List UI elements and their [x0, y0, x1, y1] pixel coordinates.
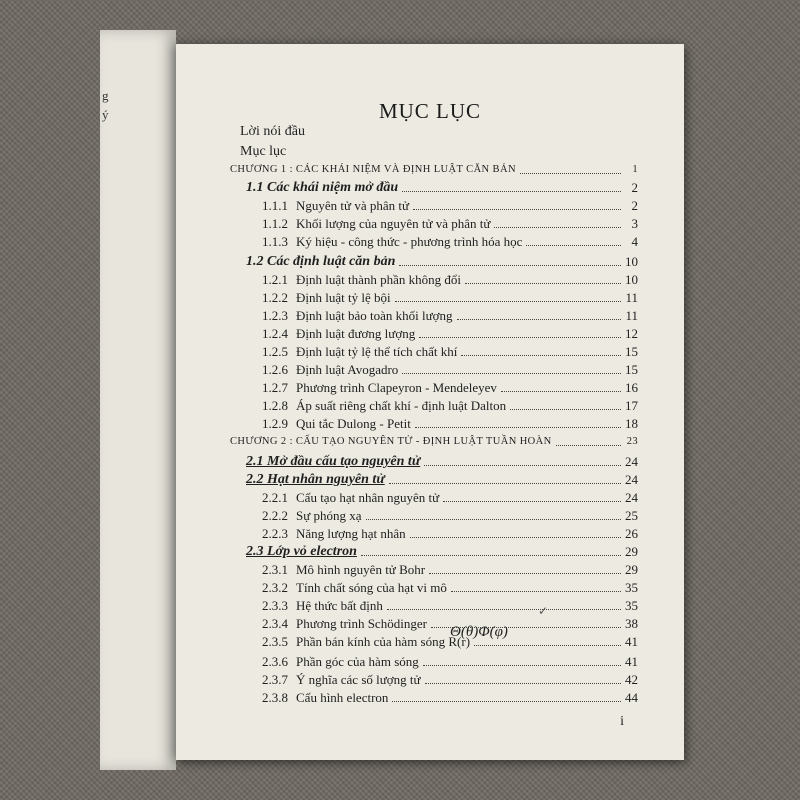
toc-item — [262, 526, 638, 542]
toc-item — [262, 562, 638, 578]
toc-label: CHƯƠNG 2 : CẤU TẠO NGUYÊN TỬ - ĐỊNH LUẬT TUẦN HOÀN — [230, 436, 552, 447]
toc-item — [262, 690, 638, 706]
toc-number: 2.2.3 — [262, 526, 288, 541]
toc-number: 1.1.1 — [262, 198, 288, 213]
dot-leader — [443, 500, 621, 502]
toc-page: 24 — [625, 472, 638, 487]
toc-section — [246, 180, 638, 196]
toc-number: 1.2.1 — [262, 272, 288, 287]
toc-item — [262, 672, 638, 688]
toc-page: 11 — [625, 290, 638, 305]
toc-page: 29 — [625, 562, 638, 577]
toc-page: 1 — [632, 164, 638, 175]
dot-leader — [424, 464, 621, 466]
toc-label: Áp suất riêng chất khí - định luật Dalton — [296, 398, 507, 413]
toc-label: Hệ thức bất định — [296, 598, 383, 613]
toc-page: 12 — [625, 326, 638, 341]
dot-leader — [425, 682, 621, 684]
toc-number: 2.3.5 — [262, 634, 288, 649]
left-page-fragment: ý — [102, 107, 109, 122]
toc-page: 15 — [625, 344, 638, 359]
dot-leader — [410, 536, 621, 538]
toc-label: Nguyên tử và phân tử — [296, 198, 410, 213]
toc-label: Định luật tỷ lệ thể tích chất khí — [296, 344, 458, 359]
toc-page: 29 — [625, 544, 638, 559]
dot-leader — [387, 608, 621, 610]
dot-leader — [494, 226, 621, 228]
toc-number: 1.2.7 — [262, 380, 288, 395]
toc-page: 41 — [625, 634, 638, 649]
left-page — [100, 30, 176, 770]
dot-leader — [413, 208, 621, 210]
dot-leader — [451, 590, 621, 592]
toc-item — [262, 416, 638, 432]
toc-item — [262, 398, 638, 414]
toc-item — [262, 326, 638, 342]
toc-label: 2.3 Lớp vỏ electron — [246, 544, 357, 559]
toc-item — [262, 272, 638, 288]
toc-page: 10 — [625, 254, 638, 269]
toc-label: Ý nghĩa các số lượng tử — [296, 672, 421, 687]
dot-leader — [465, 282, 621, 284]
toc-label: Phần bán kính của hàm sóng R(r) — [296, 634, 471, 649]
toc-page: 2 — [631, 198, 638, 213]
toc-number: 2.2.2 — [262, 508, 288, 523]
toc-page: 16 — [625, 380, 638, 395]
toc-number: 1.2.9 — [262, 416, 288, 431]
toc-number: 1.2.6 — [262, 362, 288, 377]
toc-label: CHƯƠNG 1 : CÁC KHÁI NIỆM VÀ ĐỊNH LUẬT CĂN BẢN — [230, 164, 516, 175]
toc-page: 3 — [631, 216, 638, 231]
toc-section — [246, 472, 638, 488]
dot-leader — [423, 664, 621, 666]
toc-label: Phần góc của hàm sóng — [296, 654, 419, 669]
toc-item — [262, 362, 638, 378]
toc-page: 24 — [625, 490, 638, 505]
toc-number: 1.1.3 — [262, 234, 288, 249]
toc-number: 2.3.7 — [262, 672, 288, 687]
toc-label: Phương trình Schödinger — [296, 616, 427, 631]
toc-item — [262, 508, 638, 524]
toc-number: 1.1.2 — [262, 216, 288, 231]
dot-leader — [461, 354, 621, 356]
toc-label: Tính chất sóng của hạt vi mô — [296, 580, 447, 595]
toc-page: 35 — [625, 580, 638, 595]
dot-leader — [392, 700, 621, 702]
toc-page: 11 — [625, 308, 638, 323]
toc-page: 2 — [631, 180, 638, 195]
toc-chapter — [230, 162, 638, 178]
toc-number: 1.2.8 — [262, 398, 288, 413]
toc-page: 15 — [625, 362, 638, 377]
toc-number: 1.2.2 — [262, 290, 288, 305]
toc-number: 1.2.5 — [262, 344, 288, 359]
toc-page: 25 — [625, 508, 638, 523]
toc-label: Ký hiệu - công thức - phương trình hóa học — [296, 234, 523, 249]
toc-label: Qui tắc Dulong - Petit — [296, 416, 411, 431]
toc-page: 4 — [631, 234, 638, 249]
toc-page: 42 — [625, 672, 638, 687]
dot-leader — [402, 372, 621, 374]
toc-item — [262, 198, 638, 214]
toc-label: 1.2 Các định luật căn bản — [246, 254, 396, 269]
toc-item — [262, 234, 638, 250]
toc-number: 2.3.8 — [262, 690, 288, 705]
toc-section — [246, 254, 638, 270]
dot-leader — [415, 426, 621, 428]
math-annotation: Θ(θ)Φ(φ) — [450, 624, 508, 640]
toc-page: 44 — [625, 690, 638, 705]
toc-page: 24 — [625, 454, 638, 469]
toc-label: Phương trình Clapeyron - Mendeleyev — [296, 380, 497, 395]
toc-label: Định luật đương lượng — [296, 326, 416, 341]
dot-leader — [361, 554, 621, 556]
dot-leader — [520, 172, 621, 174]
toc-label: Định luật bảo toàn khối lượng — [296, 308, 453, 323]
toc-item — [262, 290, 638, 306]
toc-label: Mô hình nguyên tử Bohr — [296, 562, 426, 577]
toc-chapter — [230, 434, 638, 450]
toc-number: 2.3.6 — [262, 654, 288, 669]
toc-page: 41 — [625, 654, 638, 669]
toc-label: 1.1 Các khái niệm mở đầu — [246, 180, 399, 195]
toc-item — [262, 344, 638, 360]
toc-section — [246, 454, 638, 470]
toc-label: 2.1 Mở đầu cấu tạo nguyên tử — [246, 454, 421, 469]
toc-label: Cấu hình electron — [296, 690, 389, 705]
dot-leader — [419, 336, 621, 338]
toc-label: 2.2 Hạt nhân nguyên tử — [246, 472, 385, 487]
toc-number: 2.3.4 — [262, 616, 288, 631]
toc-label: Cấu tạo hạt nhân nguyên tử — [296, 490, 440, 505]
toc-label: Định luật thành phần không đổi — [296, 272, 462, 287]
toc-number: 2.3.3 — [262, 598, 288, 613]
page-number: i — [620, 714, 624, 729]
toc-number: 1.2.4 — [262, 326, 288, 341]
front-matter-contents: Mục lục — [240, 144, 287, 159]
toc-page: 18 — [625, 416, 638, 431]
toc-item — [262, 380, 638, 396]
toc-label: Sự phóng xạ — [296, 508, 362, 523]
toc-label: Năng lượng hạt nhân — [296, 526, 406, 541]
toc-page: 35 — [625, 598, 638, 613]
toc-page: 17 — [625, 398, 638, 413]
toc-number: 2.3.2 — [262, 580, 288, 595]
dot-leader — [395, 300, 621, 302]
toc-section — [246, 544, 638, 560]
page-title: MỤC LỤC — [378, 99, 482, 123]
dot-leader — [399, 264, 621, 266]
toc-item — [262, 598, 638, 614]
pen-mark-icon: ✓ — [538, 604, 549, 618]
toc-item — [262, 580, 638, 596]
dot-leader — [510, 408, 621, 410]
toc-label: Khối lượng của nguyên tử và phân tử — [296, 216, 491, 231]
toc-page: 23 — [626, 436, 638, 447]
toc-item — [262, 216, 638, 232]
toc-label: Định luật Avogadro — [296, 362, 399, 377]
front-matter-preface: Lời nói đầu — [240, 124, 305, 139]
dot-leader — [457, 318, 621, 320]
dot-leader — [389, 482, 621, 484]
toc-page: 38 — [625, 616, 638, 631]
dot-leader — [556, 444, 621, 446]
dot-leader — [474, 644, 621, 646]
left-page-fragment: g — [102, 88, 109, 103]
toc-item — [262, 490, 638, 506]
toc-number: 2.3.1 — [262, 562, 288, 577]
toc-item — [262, 308, 638, 324]
dot-leader — [501, 390, 621, 392]
toc-page: 26 — [625, 526, 638, 541]
dot-leader — [526, 244, 621, 246]
dot-leader — [366, 518, 621, 520]
dot-leader — [429, 572, 621, 574]
toc-number: 1.2.3 — [262, 308, 288, 323]
toc-item — [262, 654, 638, 670]
toc-number: 2.2.1 — [262, 490, 288, 505]
toc-label: Định luật tỷ lệ bội — [296, 290, 391, 305]
book-page — [176, 44, 684, 760]
dot-leader — [402, 190, 621, 192]
toc-page: 10 — [625, 272, 638, 287]
